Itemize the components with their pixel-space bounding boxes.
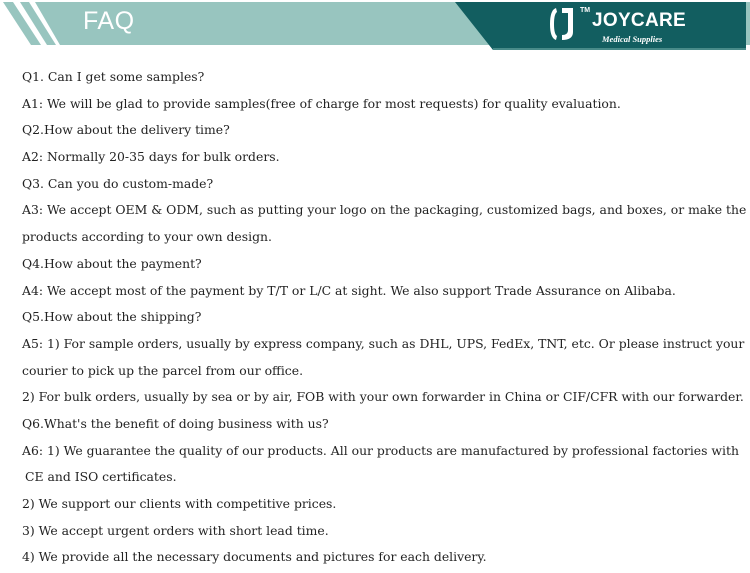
faq-answer: A6: 1) We guarantee the quality of our products. All our products are manufactured by professional factories with [22, 442, 739, 458]
faq-answer-item: 3) We accept urgent orders with short lead time. [22, 522, 329, 538]
faq-answer-continued: products according to your own design. [22, 229, 272, 245]
brand-logo [548, 6, 688, 48]
faq-answer: A3: We accept OEM & ODM, such as putting your logo on the packaging, customized bags, and boxes, or make the [22, 202, 747, 218]
faq-question: Q2.How about the delivery time? [22, 122, 230, 138]
faq-answer: A1: We will be glad to provide samples(free of charge for most requests) for quality evaluation. [22, 95, 621, 111]
faq-answer-continued: courier to pick up the parcel from our office. [22, 362, 304, 378]
faq-question: Q4.How about the payment? [22, 255, 202, 271]
faq-question: Q3. Can you do custom-made? [22, 175, 214, 191]
brand-name: JOYCARE [592, 10, 686, 31]
faq-answer: A5: 1) For sample orders, usually by express company, such as DHL, UPS, FedEx, TNT, etc. Or please instruct your [22, 335, 745, 351]
faq-question: Q1. Can I get some samples? [22, 69, 205, 84]
faq-answer-item: 2) For bulk orders, usually by sea or by air, FOB with your own forwarder in China or CIF/CFR with our forwarder. [22, 389, 744, 405]
faq-question: Q5.How about the shipping? [22, 309, 202, 325]
faq-answer-continued: CE and ISO certificates. [25, 469, 177, 485]
faq-list [22, 66, 747, 573]
page-title: FAQ [83, 7, 135, 35]
joycare-bracket-logo-icon [548, 6, 576, 42]
faq-answer-item: 4) We provide all the necessary documents and pictures for each delivery. [22, 549, 487, 565]
faq-answer: A2: Normally 20-35 days for bulk orders. [22, 149, 280, 165]
faq-question: Q6.What's the benefit of doing business with us? [22, 415, 329, 431]
faq-banner [0, 0, 750, 50]
faq-answer: A4: We accept most of the payment by T/T or L/C at sight. We also support Trade Assurance on Alibaba. [22, 282, 676, 298]
faq-answer-item: 2) We support our clients with competitive prices. [22, 496, 337, 511]
brand-tagline: Medical Supplies [602, 34, 663, 44]
trademark-label: TM [580, 7, 591, 14]
